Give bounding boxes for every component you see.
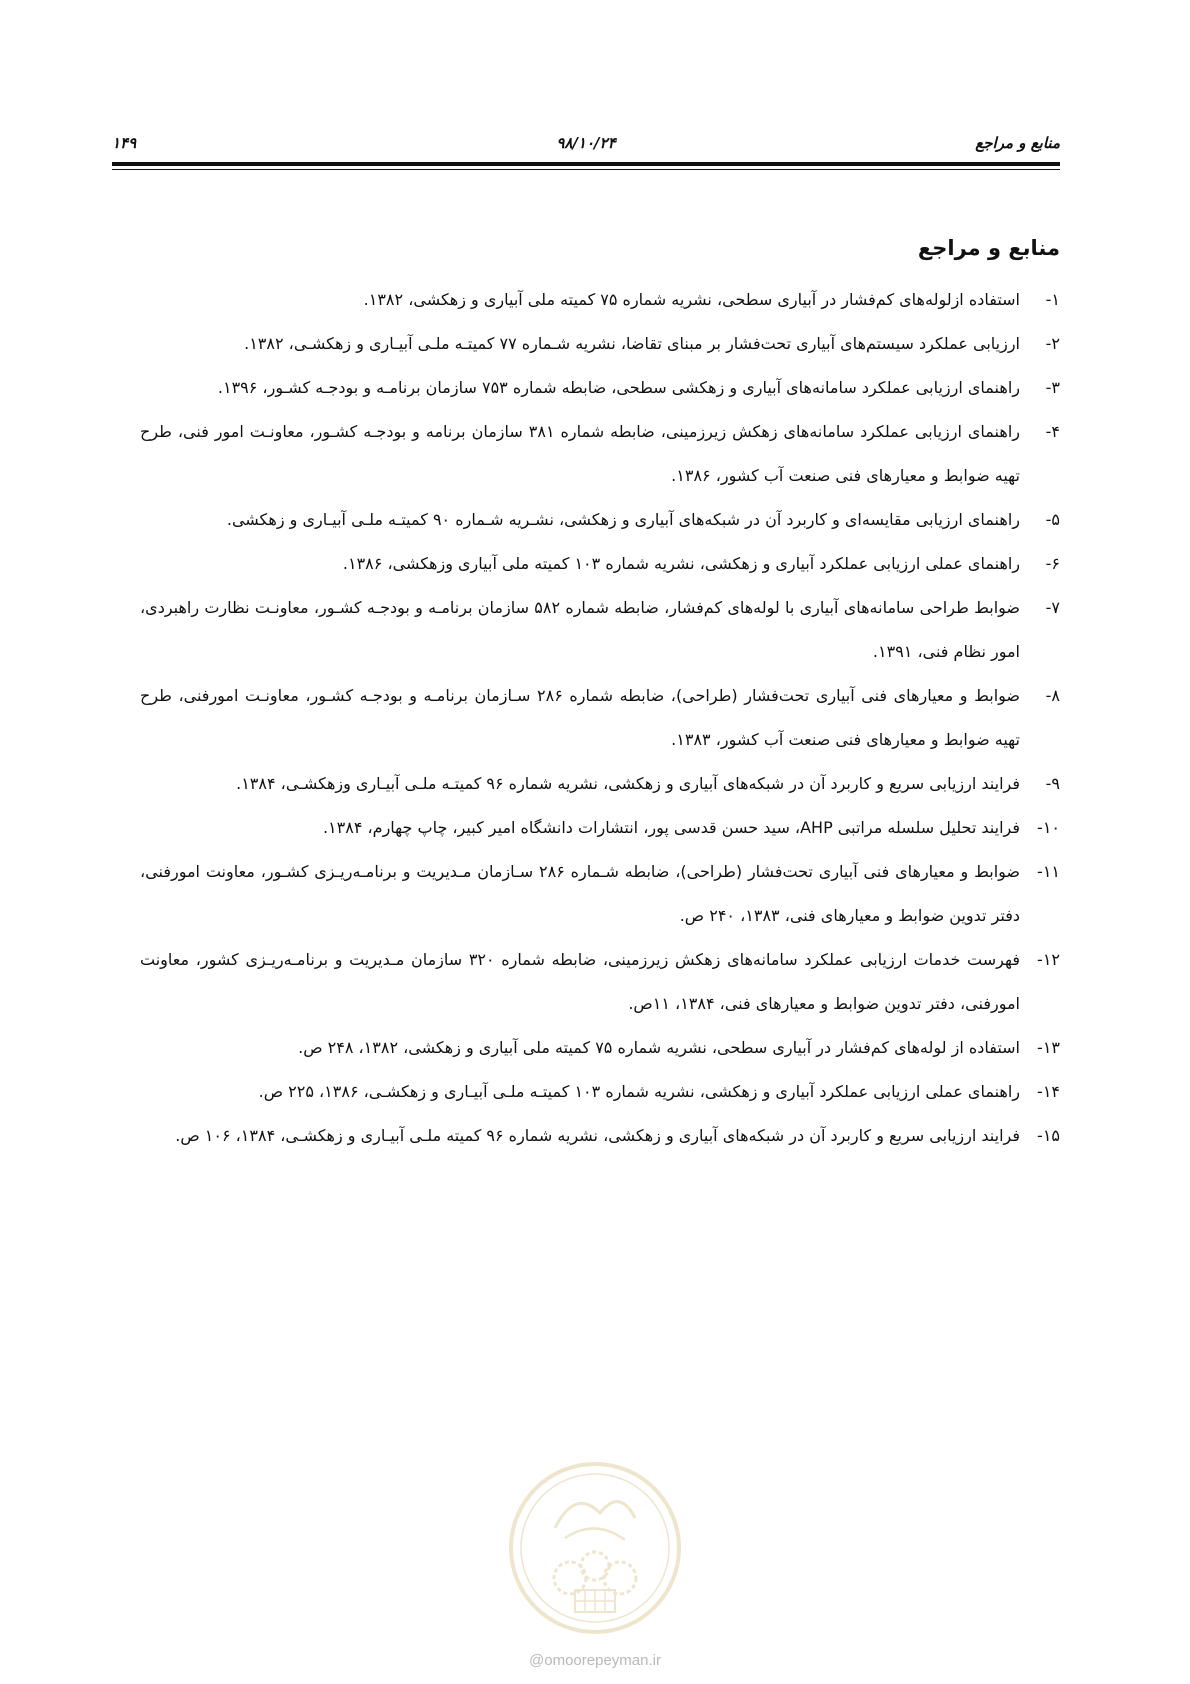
reference-text: ضوابط و معیارهای فنی آبیاری تحت‌فشار (طراحی)، ضابطه شـماره ۲۸۶ سـازمان مـدیریت و برنامـه‌ریـزی کشـور، معاونت امورفنی، دفتر تدوین ضوابط و معیارهای فنی، ۱۳۸۳، ۲۴۰ ص. (140, 862, 1021, 925)
watermark-url: @omoorepeyman.ir (529, 1652, 661, 1669)
reference-text: استفاده از لوله‌های کم‌فشار در آبیاری سطحی، نشریه شماره ۷۵ کمیته ملی آبیاری و زهکشی، ۱۳۸۲، ۲۴۸ ص. (298, 1038, 1020, 1057)
reference-text: راهنمای ارزیابی عملکرد سامانه‌های آبیاری و زهکشی سطحی، ضابطه شماره ۷۵۳ سازمان برنامـه و بودجـه کشـور، ۱۳۹۶. (217, 378, 1020, 397)
reference-number: ۱۴- (1037, 1082, 1060, 1101)
reference-item (140, 1070, 1060, 1114)
watermark-logo (505, 1458, 685, 1638)
reference-text: راهنمای عملی ارزیابی عملکرد آبیاری و زهکشی، نشریه شماره ۱۰۳ کمیتـه ملـی آبیـاری و زهکشـی، ۱۳۸۶، ۲۲۵ ص. (258, 1082, 1020, 1101)
reference-item (140, 762, 1060, 806)
reference-text: ضوابط و معیارهای فنی آبیاری تحت‌فشار (طراحی)، ضابطه شماره ۲۸۶ سـازمان برنامـه و بودجـه کشـور، معاونـت امورفنی، طرح تهیه ضوابط و معیارهای فنی صنعت آب کشور، ۱۳۸۳. (140, 686, 1021, 749)
reference-list (140, 278, 1060, 1158)
running-header (112, 128, 1060, 156)
reference-number: ۱- (1045, 290, 1060, 309)
reference-item (140, 410, 1060, 498)
header-date: ۹۸/۱۰/۲۴ (556, 134, 616, 152)
reference-item (140, 366, 1060, 410)
reference-number: ۱۱- (1037, 862, 1060, 881)
reference-item (140, 850, 1060, 938)
reference-item (140, 806, 1060, 850)
section-title: منابع و مراجع (917, 236, 1060, 260)
reference-number: ۱۳- (1037, 1038, 1060, 1057)
reference-number: ۶- (1045, 554, 1060, 573)
reference-item (140, 322, 1060, 366)
reference-item (140, 586, 1060, 674)
reference-number: ۵- (1045, 510, 1060, 529)
reference-text: فهرست خدمات ارزیابی عملکرد سامانه‌های زهکش زیرزمینی، ضابطه شماره ۳۲۰ سازمان مـدیریت و برنامـه‌ریـزی کشور، معاونت امورفنی، دفتر تدوین ضوابط و معیارهای فنی، ۱۳۸۴، ۱۱ص. (140, 950, 1021, 1013)
reference-text: فرایند ارزیابی سریع و کاربرد آن در شبکه‌های آبیاری و زهکشی، نشریه شماره ۹۶ کمیتـه ملـی آبیـاری وزهکشـی، ۱۳۸۴. (236, 774, 1020, 793)
reference-item (140, 278, 1060, 322)
reference-number: ۴- (1045, 422, 1060, 441)
reference-number: ۱۲- (1037, 950, 1060, 969)
reference-text: راهنمای عملی ارزیابی عملکرد آبیاری و زهکشی، نشریه شماره ۱۰۳ کمیته ملی آبیاری وزهکشی، ۱۳۸۶. (342, 554, 1020, 573)
reference-item (140, 938, 1060, 1026)
reference-number: ۱۰- (1037, 818, 1060, 837)
header-rule-thick (112, 162, 1060, 166)
reference-text: استفاده ازلوله‌های کم‌فشار در آبیاری سطحی، نشریه شماره ۷۵ کمیته ملی آبیاری و زهکشی، ۱۳۸۲. (363, 290, 1020, 309)
reference-text: ارزیابی عملکرد سیستم‌های آبیاری تحت‌فشار بر مبنای تقاضا، نشریه شـماره ۷۷ کمیتـه ملـی آبیـاری و زهکشـی، ۱۳۸۲. (244, 334, 1020, 353)
reference-text: راهنمای ارزیابی مقایسه‌ای و کاربرد آن در شبکه‌های آبیاری و زهکشی، نشـریه شـماره ۹۰ کمیتـه ملـی آبیـاری و زهکشی. (226, 510, 1020, 529)
header-page-number: ۱۴۹ (112, 134, 137, 152)
reference-number: ۳- (1045, 378, 1060, 397)
header-title: منابع و مراجع (975, 134, 1060, 152)
reference-item (140, 1026, 1060, 1070)
reference-number: ۱۵- (1037, 1126, 1060, 1145)
reference-text: فرایند تحلیل سلسله مراتبی AHP، سید حسن قدسی پور، انتشارات دانشگاه امیر کبیر، چاپ چهارم، ۱۳۸۴. (322, 818, 1020, 837)
reference-number: ۹- (1045, 774, 1060, 793)
reference-item (140, 1114, 1060, 1158)
reference-number: ۷- (1045, 598, 1060, 617)
reference-text: راهنمای ارزیابی عملکرد سامانه‌های زهکش زیرزمینی، ضابطه شماره ۳۸۱ سازمان برنامه و بودجـه کشـور، معاونـت امور فنی، طرح تهیه ضوابط و معیارهای فنی صنعت آب کشور، ۱۳۸۶. (140, 422, 1020, 485)
reference-number: ۲- (1045, 334, 1060, 353)
header-rule-thin (112, 169, 1060, 170)
reference-text: فرایند ارزیابی سریع و کاربرد آن در شبکه‌های آبیاری و زهکشی، نشریه شماره ۹۶ کمیته ملـی آبیـاری و زهکشـی، ۱۳۸۴، ۱۰۶ ص. (175, 1126, 1020, 1145)
reference-item (140, 498, 1060, 542)
reference-text: ضوابط طراحی سامانه‌های آبیاری با لوله‌های کم‌فشار، ضابطه شماره ۵۸۲ سازمان برنامـه و بودجـه کشـور، معاونـت نظارت راهبردی، امور نظام فنی، ۱۳۹۱. (140, 598, 1021, 661)
reference-item (140, 674, 1060, 762)
reference-number: ۸- (1045, 686, 1060, 705)
reference-item (140, 542, 1060, 586)
